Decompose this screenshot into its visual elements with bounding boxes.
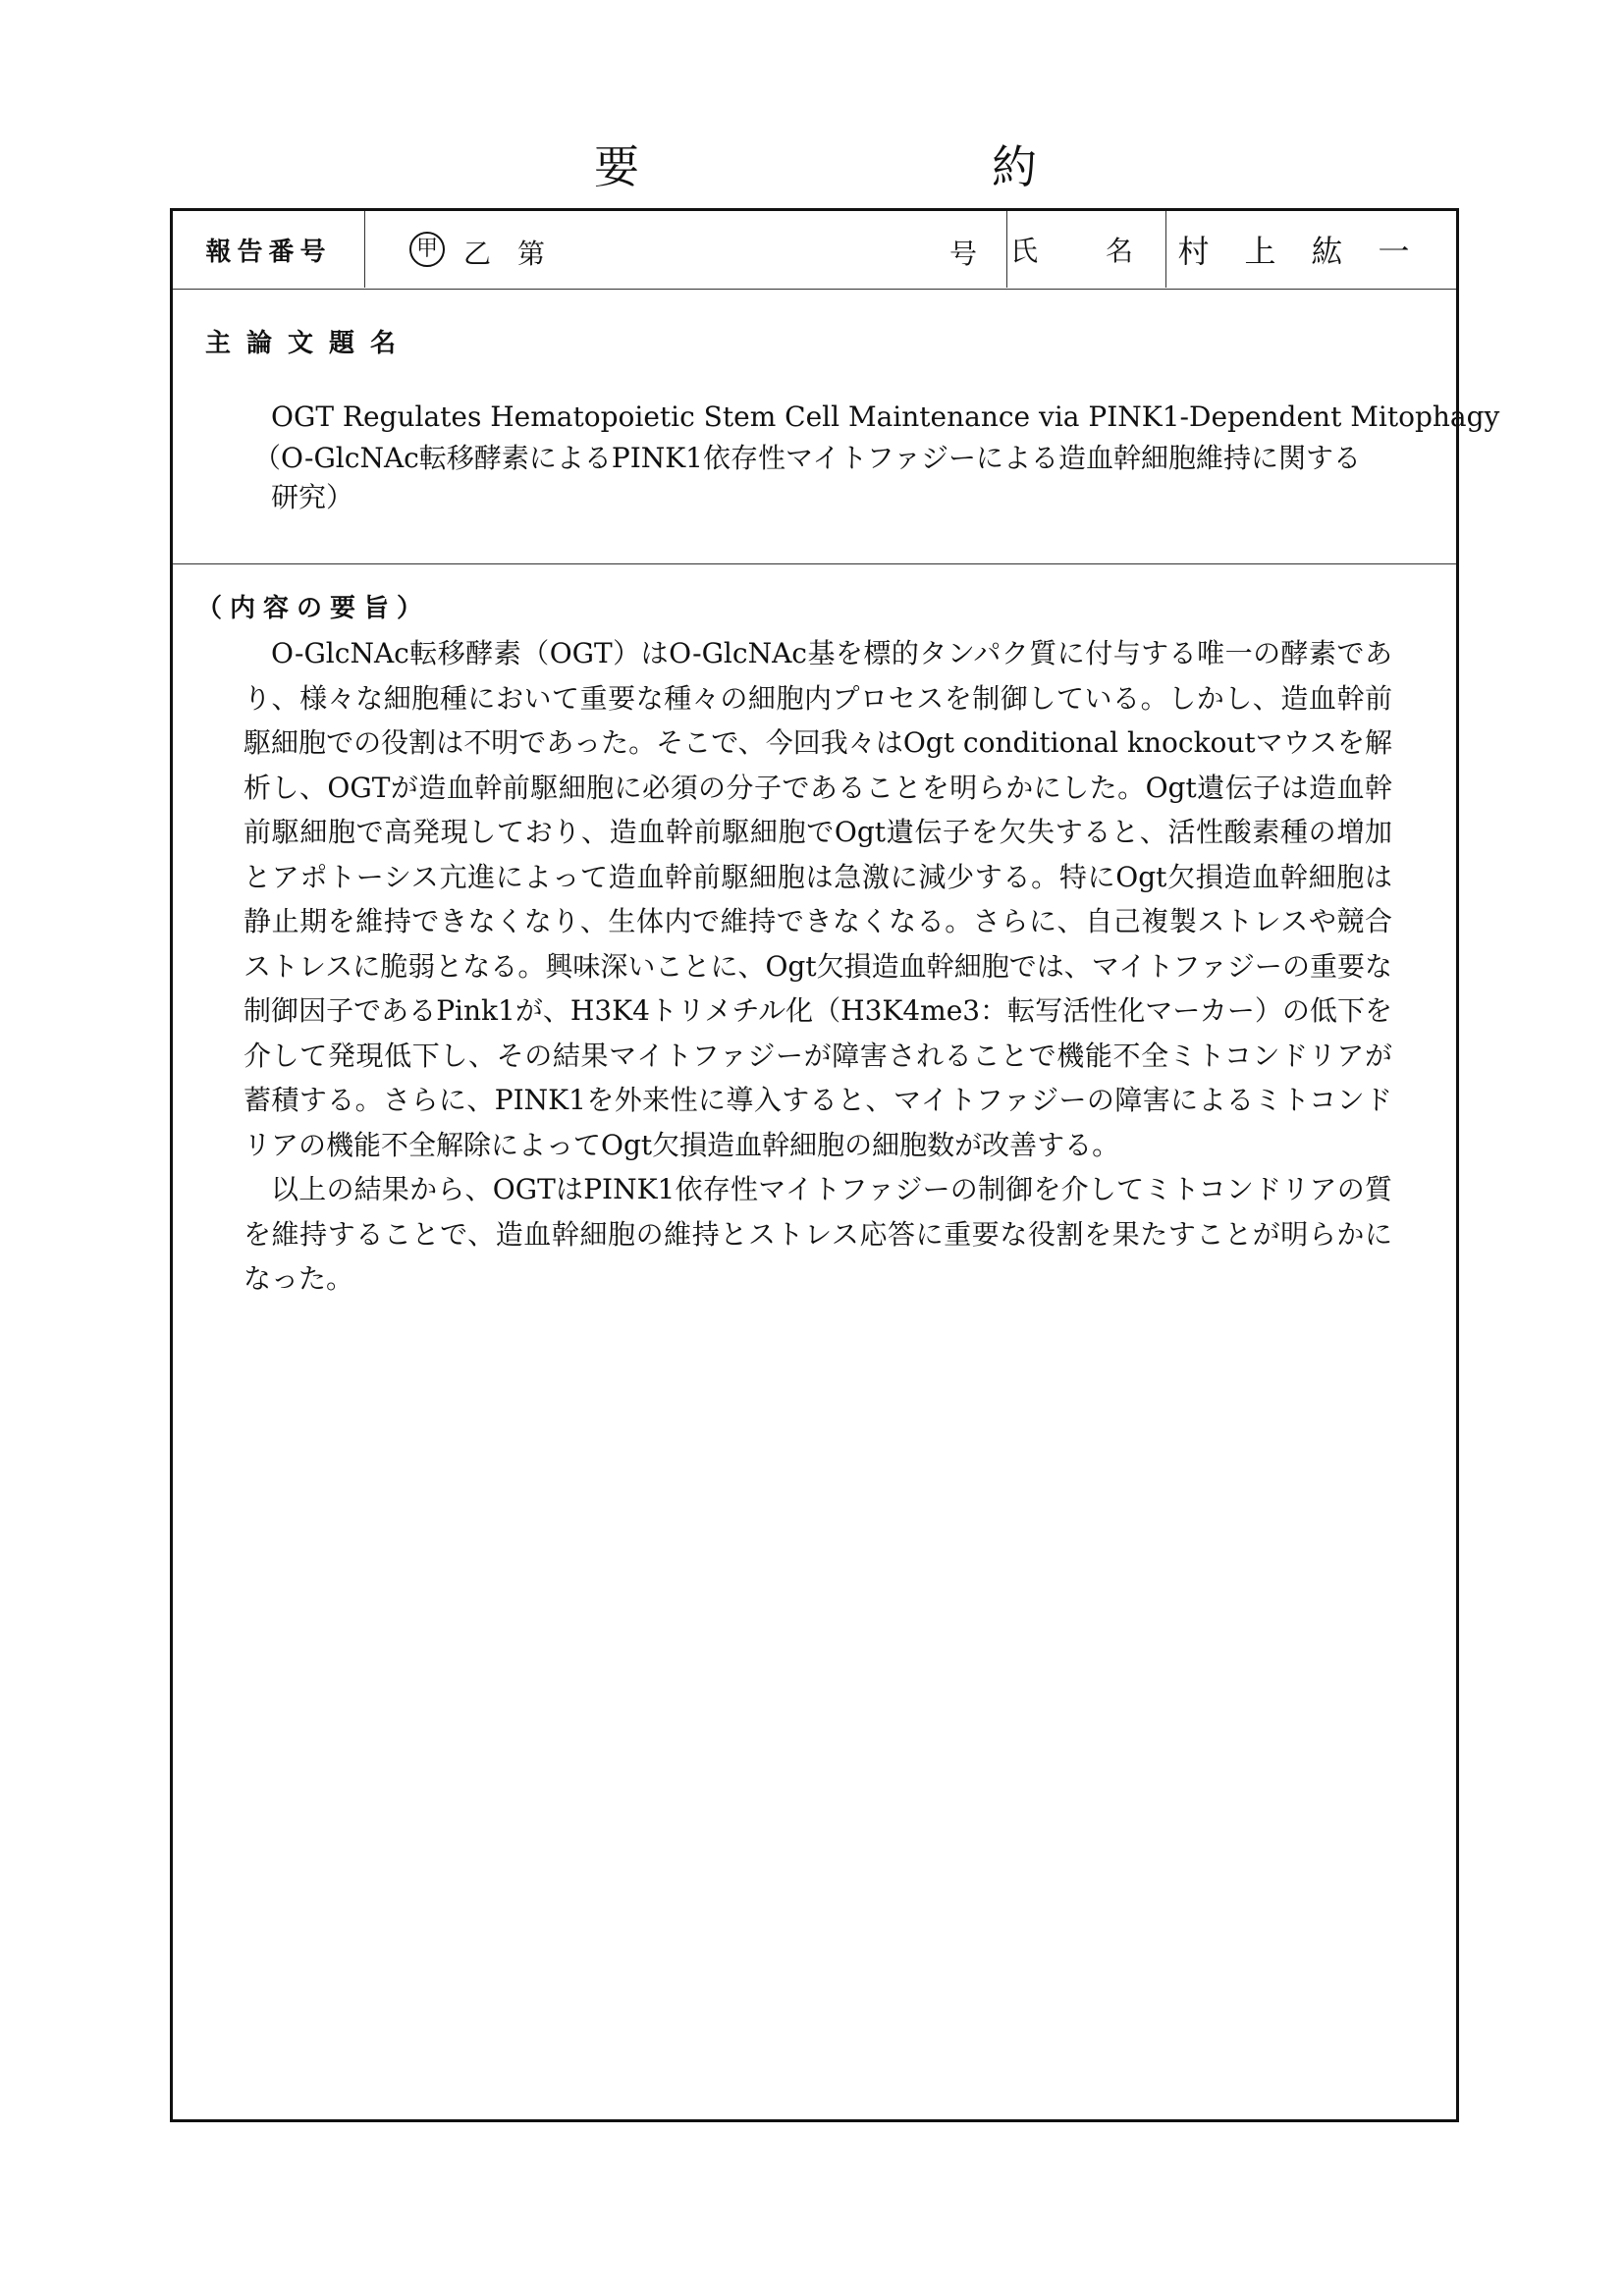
document-title — [0, 137, 1624, 196]
summary-paragraph-1: O-GlcNAc転移酵素（OGT）はO-GlcNAc基を標的タンパク質に付与する唯一の酵素であり、様々な細胞種において重要な種々の細胞内プロセスを制御している。しかし、造血幹前駆細胞での役割は不明であった。そこで、今回我々はOgt conditional knockoutマウスを解析し、OGTが造血幹前駆細胞に必須の分子であることを明らかにした。Ogt遺伝子は造血幹前駆細胞で高発現しており、造血幹前駆細胞でOgt遺伝子を欠失すると、活性酸素種の増加とアポトーシス亢進によって造血幹前駆細胞は急激に減少する。特にOgt欠損造血幹細胞は静止期を維持できなくなり、生体内で維持できなくなる。さらに、自己複製ストレスや競合ストレスに脆弱となる。興味深いことに、Ogt欠損造血幹細胞では、マイトファジーの重要な制御因子であるPink1が、H3K4トリメチル化（H3K4me3：転写活性化マーカー）の低下を介して発現低下し、その結果マイトファジーが障害されることで機能不全ミトコンドリアが蓄積する。さらに、PINK1を外来性に導入すると、マイトファジーの障害によるミトコンドリアの機能不全解除によってOgt欠損造血幹細胞の細胞数が改善する。 — [244, 637, 1392, 1161]
otsu-label: 乙 — [463, 238, 492, 270]
name-label: 氏 名 — [1010, 235, 1163, 267]
dai-label: 第 — [517, 238, 546, 270]
document-title-char-2: 約 — [992, 140, 1037, 193]
name-label-cell — [1007, 211, 1166, 288]
thesis-title-label: 主論文題名 — [205, 329, 412, 358]
thesis-title-row — [173, 290, 1500, 564]
thesis-title-japanese — [253, 439, 1412, 517]
name-value-cell — [1166, 211, 1456, 288]
report-number-label-cell — [173, 211, 365, 288]
summary-label: （内容の要旨） — [196, 594, 431, 623]
go-label: 号 — [949, 238, 978, 270]
thesis-title-japanese-line-1: （O-GlcNAc転移酵素によるPINK1依存性マイトファジーによる造血幹細胞維持に関する — [253, 442, 1362, 474]
author-name: 村上紘一 — [1177, 233, 1445, 270]
summary-paragraph-2: 以上の結果から、OGTはPINK1依存性マイトファジーの制御を介してミトコンドリアの質を維持することで、造血幹細胞の維持とストレス応答に重要な役割を果たすことが明らかになった。 — [244, 1173, 1392, 1295]
thesis-title-japanese-line-2: 研究） — [271, 481, 354, 513]
form-frame — [170, 208, 1500, 2122]
summary-body — [244, 631, 1392, 1302]
report-number-label: 報告番号 — [205, 237, 332, 267]
document-title-char-1: 要 — [594, 140, 639, 193]
report-number-cell — [365, 211, 1007, 288]
header-row — [173, 211, 1456, 290]
thesis-title-english: OGT Regulates Hematopoietic Stem Cell Maintenance via PINK1-Dependent Mitophagy — [271, 400, 1500, 433]
ko-circled-mark: 甲 — [409, 232, 445, 267]
